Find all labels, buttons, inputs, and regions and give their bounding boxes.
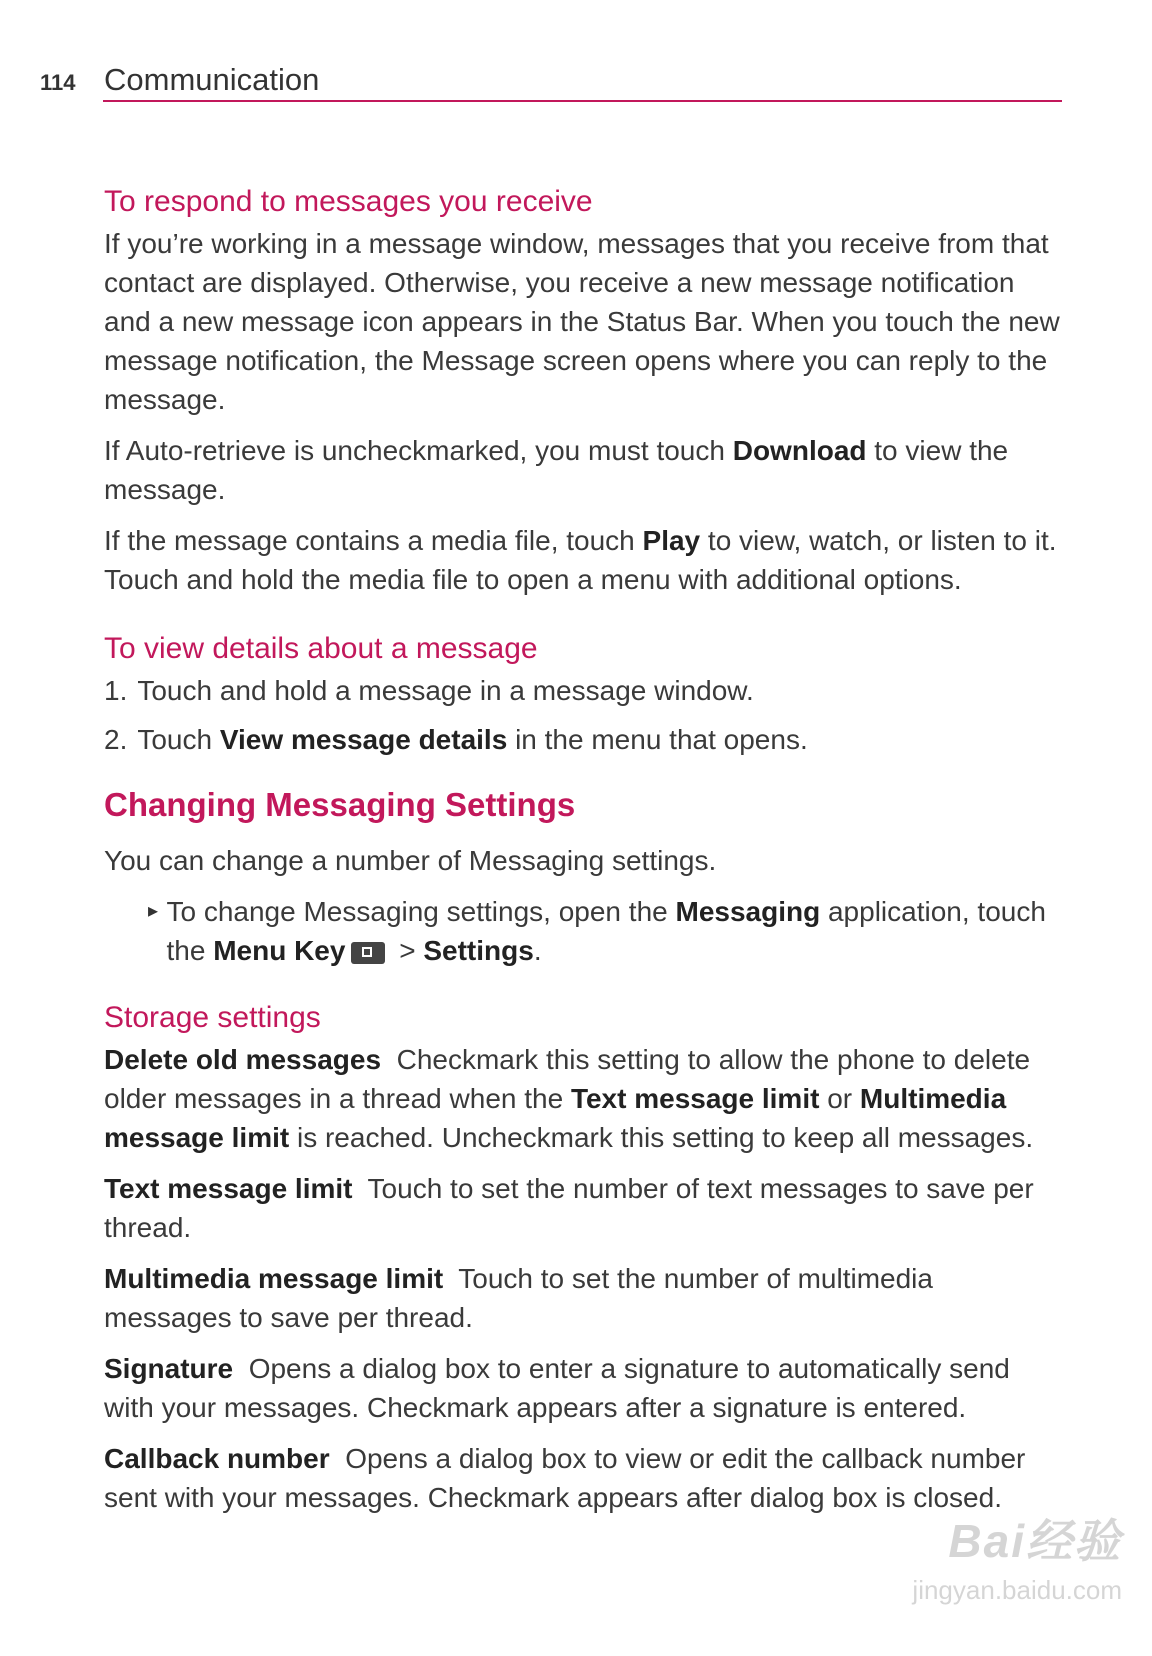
watermark xyxy=(912,1505,1122,1606)
respond-para-2: If Auto-retrieve is uncheckmarked, you must touch Download to view the message. xyxy=(104,435,1009,505)
details-step-1: 1. Touch and hold a message in a message window. xyxy=(104,675,754,706)
header-rule xyxy=(103,100,1062,102)
respond-heading: To respond to messages you receive xyxy=(104,185,593,218)
page-header xyxy=(40,58,1062,102)
storage-signature: Signature Opens a dialog box to enter a signature to automatically send with your messages. Checkmark appears after a signature is entered. xyxy=(104,1353,1010,1423)
changing-heading: Changing Messaging Settings xyxy=(104,786,576,823)
storage-delete: Delete old messages Checkmark this setting to allow the phone to delete older messages in a thread when the Text message limit or Multimedia message limit is reached. Uncheckmark this setting to keep all messages. xyxy=(104,1044,1034,1153)
storage-text-limit: Text message limit Touch to set the number of text messages to save per thread. xyxy=(104,1173,1034,1243)
section-title: Communication xyxy=(104,62,320,97)
storage-heading: Storage settings xyxy=(104,1001,321,1034)
watermark-site: jingyan.baidu.com xyxy=(912,1575,1122,1605)
menu-key-icon xyxy=(351,942,385,964)
respond-para-3: If the message contains a media file, touch Play to view, watch, or listen to it. Touch and hold the media file to open a menu with additional options. xyxy=(104,525,1057,595)
changing-bullet-text: To change Messaging settings, open the Messaging application, touch the Menu Key > Settings. xyxy=(166,896,1046,966)
details-step-2: 2. Touch View message details in the menu that opens. xyxy=(104,724,808,755)
details-heading: To view details about a message xyxy=(104,632,538,665)
changing-intro: You can change a number of Messaging settings. xyxy=(104,845,717,876)
storage-mm-limit: Multimedia message limit Touch to set the number of multimedia messages to save per thread. xyxy=(104,1263,933,1333)
watermark-logo: Bai经验 xyxy=(948,1515,1122,1567)
page-content xyxy=(104,180,1064,1517)
changing-bullet xyxy=(104,892,1064,970)
storage-callback: Callback number Opens a dialog box to view or edit the callback number sent with your messages. Checkmark appears after dialog box is closed. xyxy=(104,1443,1026,1513)
bullet-arrow-icon: ▸ xyxy=(148,900,159,922)
respond-para-1: If you’re working in a message window, messages that you receive from that contact are displayed. Otherwise, you receive a new message notification and a new message icon appears in the Status Bar. When you touch the new message notification, the Message screen opens where you can reply to the message. xyxy=(104,228,1060,415)
page-number: 114 xyxy=(40,70,76,95)
